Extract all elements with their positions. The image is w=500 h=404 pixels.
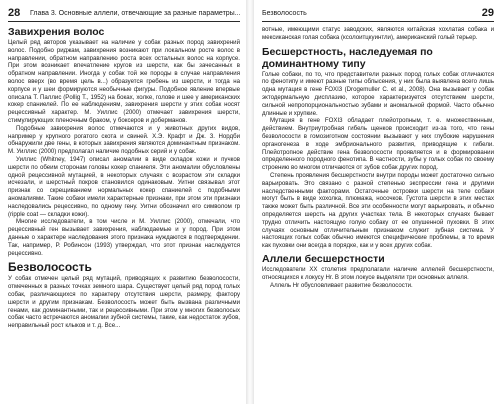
paragraph: Уиллис (Whitney, 1947) описал аномалии в виде складок кожи и пучков шерсти по обеим сторонам головы кокер спаниеля. Эти аномалии обусловлены одной рецессивной мутацией, в некоторых случаях с возрастом эти складки исчезали, и шерстный покров становился одинаковым. Уитни связывал этот признак со скрещиванием нормальных кокер спаниелей с подобными аномалиями. Такие собаки имели характерные признаки, при этом эти признаки наследовались рецессивно, по одному гену. Уитни обозначил его символом rp (ripple coat — складки кожи). xyxy=(8,155,240,218)
paragraph: вотные, имеющими статус заводских, являются китайская хохлатая собака и мексиканская голая собака (ксолоитцкуинтли), американский голый терьер. xyxy=(262,26,494,41)
right-running-head xyxy=(262,7,494,22)
paragraph: Многие исследователи, в том числе и М. Уиллис (2000), отмечали, что рецессивный ген вызывает завихрения, наблюдаемые и у пород. При этом данные о характере наследования этого признака нуждаются в подтверждении. Так, например, Р. Робинсон (1993) утверждал, что этот признак наследуется рецессивно. xyxy=(8,218,240,257)
paragraph: Степень проявления бесшерстности внутри породы может достаточно сильно варьировать. Это связано с разной степенью экспрессии гена и другими наследственными факторами. Остаточные островки шерсти на теле собаки могут быть в виде хохолка, плюмажа, носочков. Густота шерсти в этих местах также может быть различной. Все эти особенности могут варьировать, и обычно определяется шерсть на других участках тела. В некоторых случаях бывает трудно отличить настоящую голую собаку от ее опушенной пуховки. В этих случаях основным отличительным признаком служит зубная система. У настоящих голых собак обычно имеются специфические проблемы, в то время как пуховки они всегда в порядке, как и у всех других собак. xyxy=(262,171,494,250)
left-running-title: Глава 3. Основные аллели, отвечающие за разные параметры... xyxy=(30,10,241,17)
left-page-number: 28 xyxy=(8,7,21,19)
paragraph: Исследователи XX столетия предполагали наличие аллелей бесшерстности, относящихся к локусу Hr. В этом локусе выделяли три основных аллеля. xyxy=(262,265,494,281)
paragraph: Голые собаки, по то, что представители разных пород голых собак отличаются по фенотипу и имеют разные типы облысения, у них была выявлена всего лишь одна мутация в гене FOXI3 (Drogemuller C. et al., 2008). Она вызывает у собак эктодермальную дисплазию, которое характеризуется отсутствием шерсти, сильной непропорциональностью зубами и аномальной формой. Часто обычно длинные и хрупкие. xyxy=(262,70,494,117)
right-page-body xyxy=(262,26,494,402)
right-page-number: 29 xyxy=(481,7,494,19)
paragraph: У собак отмечен целый ряд мутаций, приводящих к развитию безволосости, отмеченных в разных точках земного шара. Существует целый ряд пород голых собак, различающихся по характеру отсутствия шерсти, размеру, фактору шерсти и другим признакам. Безволосость может быть вызвана различными генами, как доминантными, так и рецессивными. При этом у многих безволосых собак часто встречаются аномалии зубной системы, такие, как недостаток зубов, неправильный рост клыков и т. д. Все... xyxy=(8,275,240,330)
section-heading-whorls: Завихрения волос xyxy=(8,26,105,38)
section-heading-hairlessness-alleles: Аллели бесшерстности xyxy=(262,252,385,265)
paragraph: Целый ряд авторов указывает на наличие у собак разных пород завихрений волос. Подобно риджам, завихрения возникают при локальном росте волос в направлении, обратном направлению роста всех остальных волос на корпусе. При этом возникает впечатление кругов из шерсти, как бы зачесанных в обратном направлении. Иногда у собак той же породы в случае направления волос вверх (во время цель в...) образуется гребень из шерсти, и тогда на корпусе и у шеи формируются необычные фигуры. Подобное явление впервые описала Т. Паллис (Pollig Т., 1952) на боках, холке, голове и шее у американских кокер спаниелей. По ее наблюдениям, завихрения шерсти у этих собак носят рецессивный характер. М. Уиллис (2000) отмечает завихрения шерсти, стимулирующих пленочным браком, у боксеров и доберманов. xyxy=(8,39,240,124)
left-running-head xyxy=(8,7,240,22)
section-heading-hairlessness: Безволосость xyxy=(8,260,92,275)
book-gutter xyxy=(246,0,254,404)
left-page xyxy=(0,0,246,404)
left-page-body xyxy=(8,26,240,402)
paragraph: Мутация в гене FOXI3 обладает плейотропным, т. е. множественным, действием. Внутриутробная гибель щенков происходит из-за того, что гены безволосости в гомозиготном состоянии вызывают у них глубокие нарушения органогенеза в ходе эмбрионального развития, приводящие к гибели. Плейотропное действие гена безволосости проявляется и в формировании определенного породного фенотипа. В частности, зубы у голых собак по своему строению во многом отличаются от зубов собак других пород. xyxy=(262,117,494,172)
paragraph: Подобные завихрения волос отмечаются и у животных других видов, например у крупного рогатого скота и свиней. Х.Э. Крафт и Дж. З. Нордби обнаружили две гены, в которых завихрения являются доминантным признаком. М. Уиллис (2000) предполагал наличие подобных серий и у собак. xyxy=(8,124,240,156)
paragraph: Аллель Hr обусловливает развитие безволосости. xyxy=(270,281,413,289)
section-heading-dominant-hairlessness: Бесшерстность, наследуемая по доминантному типу xyxy=(262,45,433,70)
right-page xyxy=(254,0,500,404)
right-running-title: Безволосость xyxy=(262,10,307,17)
